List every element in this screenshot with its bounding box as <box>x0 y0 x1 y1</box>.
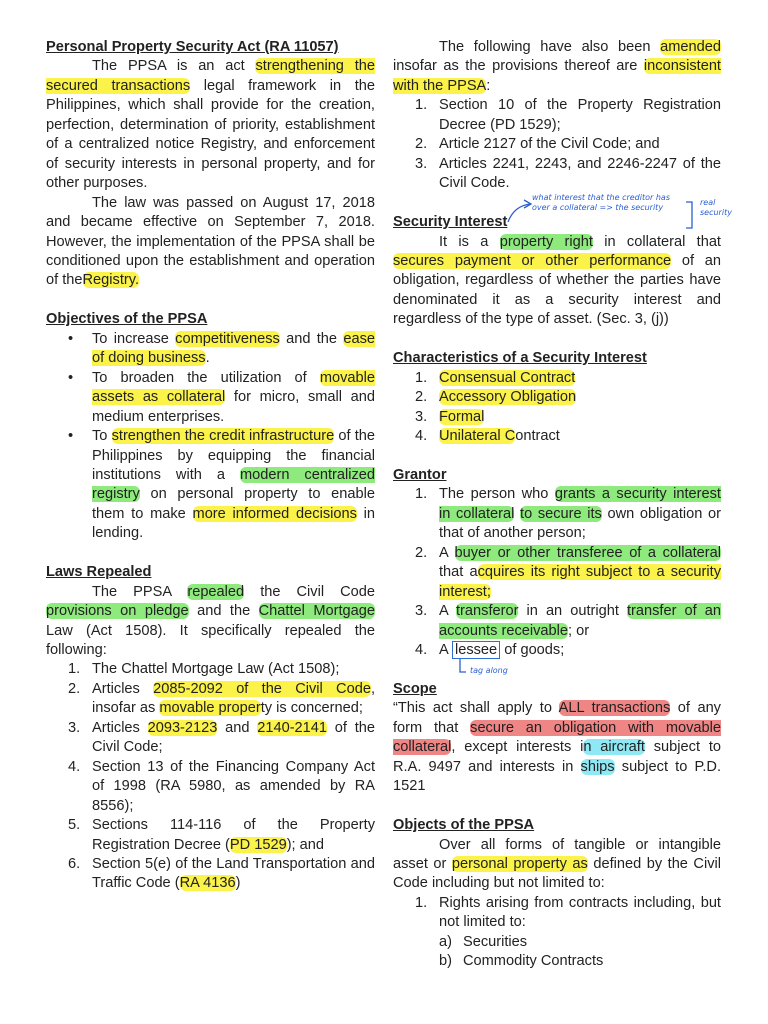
grantor-list <box>393 485 721 660</box>
list-item: • To broaden the utilization of movable assets as collateral for micro, small and medium enterprises. <box>92 369 375 427</box>
handwritten-note-lessee: tag along <box>470 666 508 675</box>
laws-repealed-list <box>46 660 375 893</box>
grantor-heading: Grantor <box>393 466 447 483</box>
amended-paragraph: The following have also been amended insofar as the provisions thereof are inconsistent with the PPSA: <box>393 39 721 94</box>
list-item: 3. Articles 2093-2123 and 2140-2141 of the Civil Code; <box>68 719 375 756</box>
ppsa-title: Personal Property Security Act (RA 11057) <box>46 39 339 55</box>
intro-paragraph: The PPSA is an act strengthening the secured transactions legal framework in the Philippines, which shall provide for the creation, perfection, determination of priority, establishment of a centralized notice Registry, and enforcement of security interests in personal property, and for other purposes. <box>46 58 376 192</box>
characteristics-list <box>393 369 721 447</box>
scope-paragraph: “This act shall apply to ALL transactions of any form that secure an obligation with movable collateral, except interests in aircraft subject to R.A. 9497 and interests in ships subject to P.D. 1521 <box>393 700 722 795</box>
bracket-icon <box>686 202 692 228</box>
scope-heading: Scope <box>393 680 437 697</box>
list-item: 3. A transferor in an outright transfer of an accounts receivable; or <box>415 603 721 639</box>
objectives-list <box>46 330 375 544</box>
right-column <box>393 38 721 972</box>
objects-sublist <box>393 933 721 972</box>
handwritten-arrow-lessee <box>452 658 468 676</box>
law-passed-paragraph: The law was passed on August 17, 2018 and became effective on September 7, 2018. However, the implementation of the PPSA shall be conditioned upon the establishment and operation of theRegistry. <box>46 194 375 289</box>
list-item: 3. Articles 2241, 2243, and 2246-2247 of the Civil Code. <box>415 155 721 192</box>
list-item: • To strengthen the credit infrastructure of the Philippines by equipping the financial institutions with a modern centralized registry on personal property to enable them to make more informed decisions in lending. <box>92 427 375 544</box>
list-item: 1. The person who grants a security interest in collateral to secure its own obligation or that of another person; <box>415 486 721 542</box>
list-item: 3. Formal <box>415 408 485 425</box>
list-item: 2. Articles 2085-2092 of the Civil Code, insofar as movable property is concerned; <box>68 680 375 717</box>
objects-list <box>393 894 721 933</box>
list-item: b) Commodity Contracts <box>439 953 604 970</box>
list-item: 5. Sections 114-116 of the Property Registration Decree (PD 1529); and <box>68 817 375 853</box>
list-item: 6. Section 5(e) of the Land Transportation and Traffic Code (RA 4136) <box>68 856 375 892</box>
list-item: • To increase competitiveness and the ease of doing business. <box>92 330 375 369</box>
characteristics-heading: Characteristics of a Security Interest <box>393 350 647 367</box>
list-item: 2. A buyer or other transferee of a collateral that acquires its right subject to a security interest; <box>415 544 721 600</box>
objects-paragraph: Over all forms of tangible or intangible asset or personal property as defined by the Civil Code including but not limited to: <box>393 836 721 892</box>
list-item: 1. Rights arising from contracts including, but not limited to: <box>415 894 721 931</box>
laws-repealed-paragraph: The PPSA repealed the Civil Code provisions on pledge and the Chattel Mortgage Law (Act 1508). It specifically repealed the following: <box>46 583 375 659</box>
list-item: 2. Article 2127 of the Civil Code; and <box>415 136 660 153</box>
objectives-heading: Objectives of the PPSA <box>46 311 208 328</box>
laws-repealed-heading: Laws Repealed <box>46 564 152 581</box>
arrow-down-icon <box>460 659 466 672</box>
objects-heading: Objects of the PPSA <box>393 817 535 834</box>
list-item: 4. Section 13 of the Financing Company Act of 1998 (RA 5980, as amended by RA 8556); <box>68 758 375 814</box>
list-item: 1. Consensual Contract <box>415 369 576 386</box>
lessee-boxed: lessee <box>452 641 500 659</box>
security-interest-heading: Security Interest <box>393 214 508 231</box>
list-item: 4. Unilateral Contract <box>415 428 560 445</box>
list-item: 4. A lessee of goods; <box>415 642 565 658</box>
list-item: 2. Accessory Obligation <box>415 389 577 406</box>
handwritten-note-real: real security <box>700 198 732 217</box>
list-item: 1. The Chattel Mortgage Law (Act 1508); <box>68 661 340 678</box>
security-interest-paragraph: It is a property right in collateral that secures payment or other performance of an obligation, regardless of whether the parties have denominated it as a security interest and regardless of the type of asset. (Sec. 3, (j)) <box>393 233 721 328</box>
handwritten-note-interest: what interest that the creditor has over a collateral => the security <box>532 193 670 212</box>
left-column <box>46 38 375 894</box>
amended-list <box>393 96 721 193</box>
list-item: a) Securities <box>439 933 528 950</box>
list-item: 1. Section 10 of the Property Registration Decree (PD 1529); <box>415 97 721 133</box>
